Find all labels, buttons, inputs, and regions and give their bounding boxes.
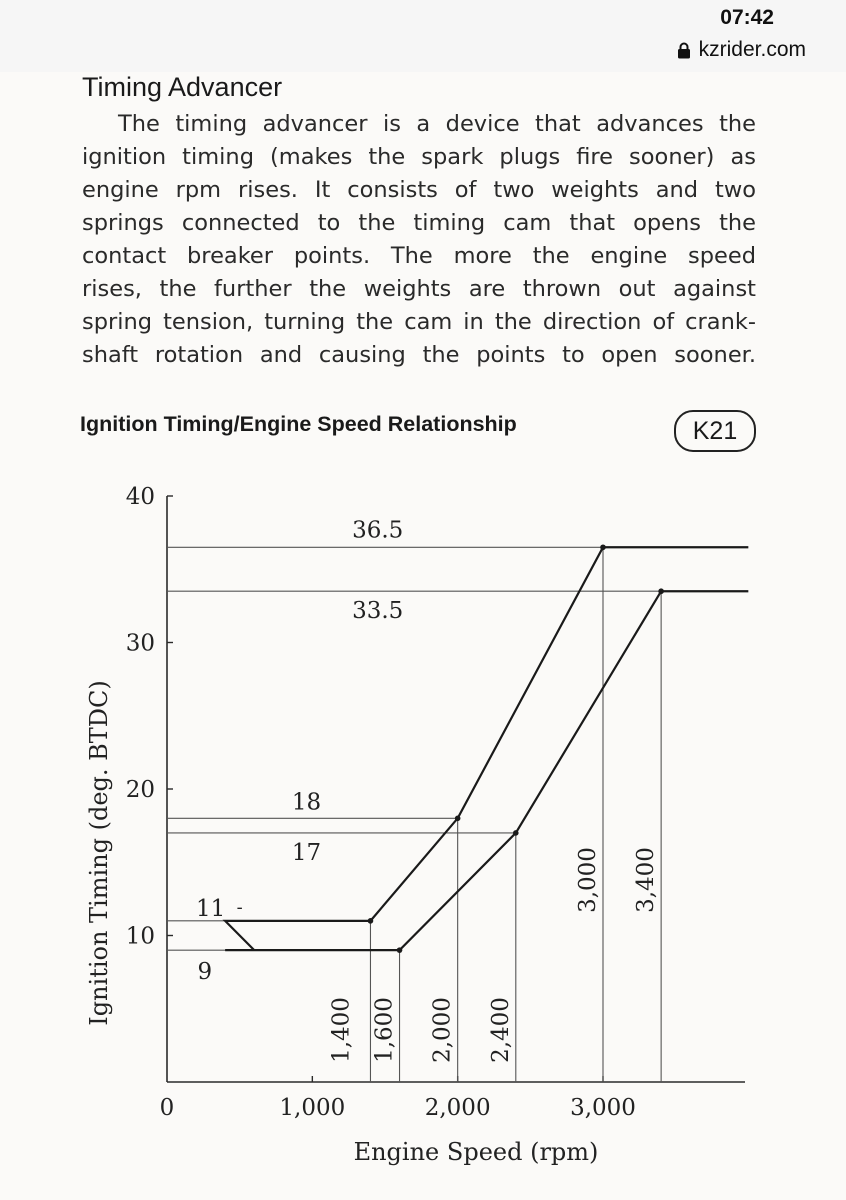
data-point	[513, 830, 519, 836]
y-tick-label: 20	[125, 777, 155, 803]
x-axis-label: Engine Speed (rpm)	[353, 1138, 599, 1166]
reference-value-label: 17	[291, 839, 322, 866]
paragraph-line: spring tension, turning the cam in the direction of crank-	[82, 309, 756, 335]
y-tick-label: 40	[125, 484, 155, 510]
paragraph-line: The timing advancer is a device that advances the	[118, 111, 756, 137]
section-heading: Timing Advancer	[82, 72, 283, 102]
rpm-reference-label: 3,400	[633, 847, 660, 913]
y-tick-label: 30	[125, 630, 155, 657]
reference-value-label: 18	[291, 789, 322, 816]
x-tick-label: 0	[159, 1095, 175, 1121]
rpm-reference-label: 2,400	[487, 997, 514, 1063]
rpm-reference-label: 1,400	[328, 997, 355, 1063]
lower-limit-line	[225, 591, 748, 950]
paragraph-line: shaft rotation and causing the points to open sooner.	[82, 342, 756, 368]
reference-value-label: 36.5	[352, 517, 404, 544]
data-point	[455, 816, 461, 822]
paragraph-line: rises, the further the weights are thrown out against	[82, 276, 756, 302]
x-tick-label: 2,000	[424, 1095, 491, 1121]
x-tick-label: 1,000	[279, 1095, 346, 1121]
timing-chart	[0, 472, 846, 1200]
rpm-reference-label: 2,000	[429, 997, 456, 1063]
reference-value-label: 11	[195, 895, 226, 922]
rpm-reference-label: 3,000	[575, 847, 601, 913]
data-point	[658, 588, 664, 594]
address-bar[interactable]	[677, 38, 806, 62]
paragraph-line: contact breaker points. The more the engine speed	[82, 243, 756, 269]
y-tick-label: 10	[125, 923, 155, 950]
paragraph-line: engine rpm rises. It consists of two weights and two	[82, 177, 756, 203]
rpm-reference-label: 1,600	[371, 997, 398, 1063]
figure-label-badge: K21	[674, 410, 756, 452]
paragraph-line: springs connected to the timing cam that opens the	[82, 210, 756, 236]
upper-limit-line	[225, 547, 748, 950]
status-time: 07:42	[720, 6, 774, 29]
y-axis-label: Ignition Timing (deg. BTDC)	[85, 680, 113, 1026]
dash-mark: -	[236, 896, 243, 918]
body-paragraph	[82, 108, 756, 372]
lock-icon	[677, 42, 691, 59]
paragraph-line: ignition timing (makes the spark plugs fire sooner) as	[82, 144, 756, 170]
reference-value-label: 9	[197, 959, 213, 986]
figure-title: Ignition Timing/Engine Speed Relationship	[80, 412, 517, 436]
data-point	[600, 544, 606, 550]
status-bar	[0, 0, 846, 73]
reference-value-label: 33.5	[352, 598, 404, 625]
page-url: kzrider.com	[698, 38, 806, 61]
document-page	[0, 72, 846, 1200]
data-point	[397, 947, 403, 953]
x-tick-label: 3,000	[570, 1095, 636, 1121]
data-point	[368, 918, 374, 924]
